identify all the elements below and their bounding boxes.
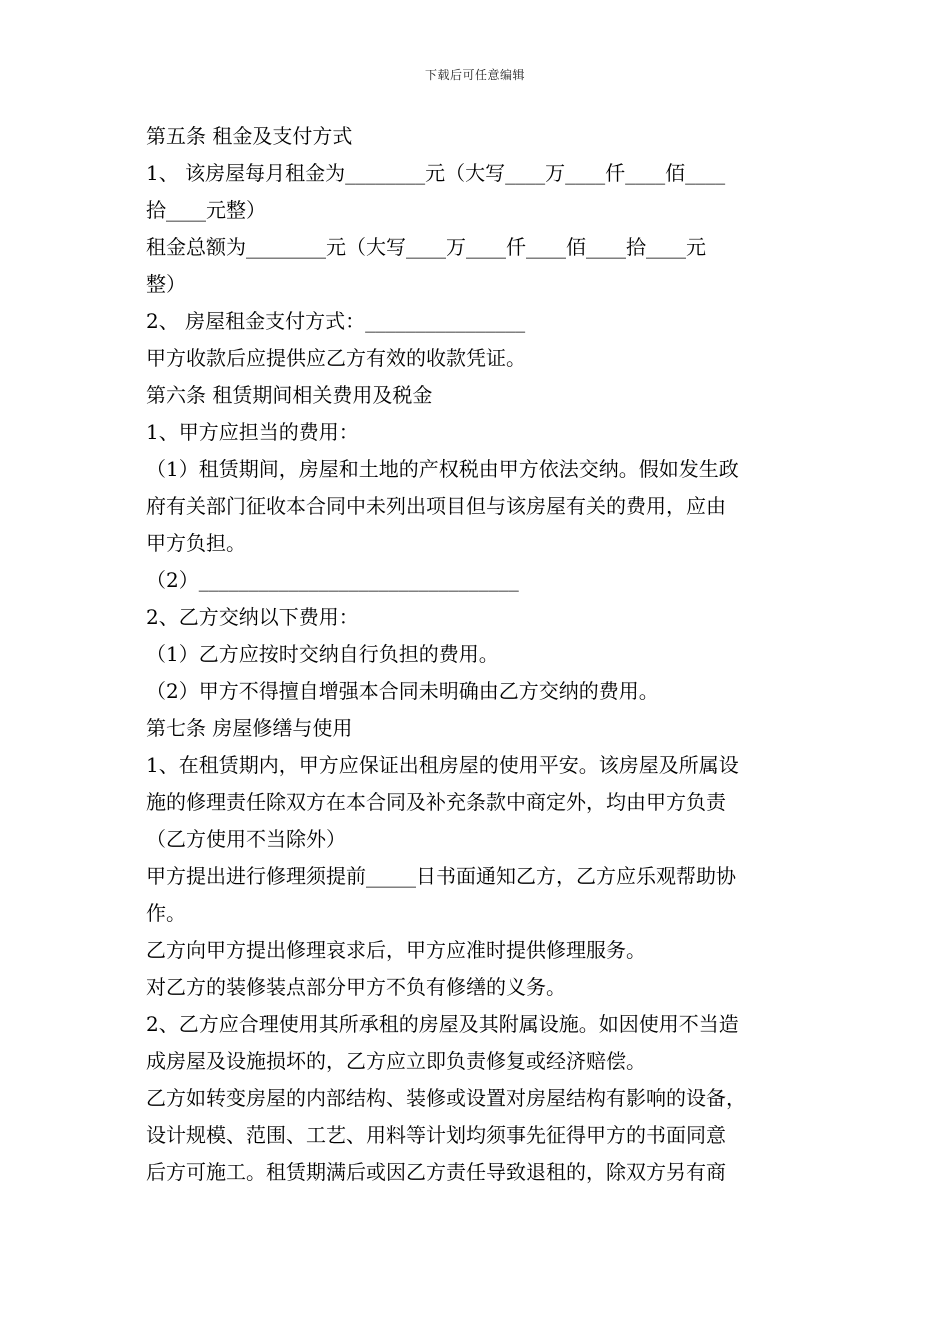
text-line: （乙方使用不当除外） [146,827,346,851]
text-line: 乙方如转变房屋的内部结构、装修或设置对房屋结构有影响的设备， [146,1086,746,1110]
text-line: 2、乙方应合理使用其所承租的房屋及其附属设施。如因使用不当造 [146,1012,739,1036]
text-line: 施的修理责任除双方在本合同及补充条款中商定外，均由甲方负责 [146,790,726,814]
text-line: （1）乙方应按时交纳自行负担的费用。 [146,642,499,666]
text-line: 1、 该房屋每月租金为________元（大写____万____仟____佰____ [146,161,726,185]
text-line: 成房屋及设施损坏的，乙方应立即负责修复或经济赔偿。 [146,1049,646,1073]
document-body [146,118,812,1191]
text-line: 作。 [146,901,186,925]
text-line: 租金总额为________元（大写____万____仟____佰____拾____元 [146,235,706,259]
text-line: 1、甲方应担当的费用： [146,420,359,444]
text-line: 甲方负担。 [146,531,246,555]
text-line: 甲方收款后应提供应乙方有效的收款凭证。 [146,346,526,370]
text-line: 2、乙方交纳以下费用： [146,605,359,629]
text-line: 府有关部门征收本合同中未列出项目但与该房屋有关的费用，应由 [146,494,726,518]
text-line: 拾____元整） [146,198,266,222]
text-line: （1）租赁期间，房屋和土地的产权税由甲方依法交纳。假如发生政 [146,457,739,481]
text-line: （2）________________________________ [146,568,519,592]
text-line: （2）甲方不得擅自增强本合同未明确由乙方交纳的费用。 [146,679,659,703]
section-heading: 第五条 租金及支付方式 [146,124,353,148]
text-line: 甲方提出进行修理须提前_____日书面通知乙方，乙方应乐观帮助协 [146,864,736,888]
text-line: 1、在租赁期内，甲方应保证出租房屋的使用平安。该房屋及所属设 [146,753,739,777]
text-line: 2、 房屋租金支付方式：________________ [146,309,526,333]
text-line: 乙方向甲方提出修理哀求后，甲方应准时提供修理服务。 [146,938,646,962]
page-header: 下载后可任意编辑 [424,68,525,82]
text-line: 整） [146,272,186,296]
text-line: 后方可施工。租赁期满后或因乙方责任导致退租的，除双方另有商 [146,1160,726,1184]
section-heading: 第六条 租赁期间相关费用及税金 [146,383,433,407]
section-heading: 第七条 房屋修缮与使用 [146,716,353,740]
text-line: 对乙方的装修装点部分甲方不负有修缮的义务。 [146,975,566,999]
text-line: 设计规模、范围、工艺、用料等计划均须事先征得甲方的书面同意 [146,1123,726,1147]
